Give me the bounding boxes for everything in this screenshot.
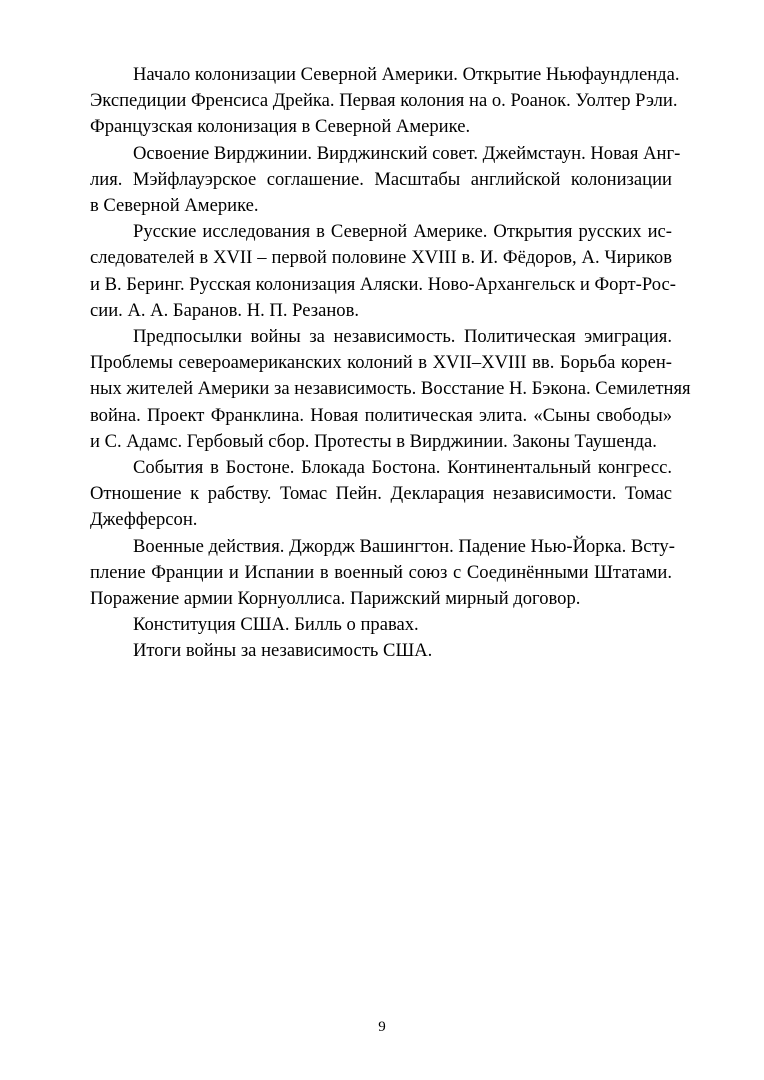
text-line: и С. Адамс. Гербовый сбор. Протесты в Вирджинии. Законы Таушенда.: [90, 430, 657, 452]
paragraph-virginia: [90, 141, 681, 220]
text-line: лия. Мэйфлауэрское соглашение. Масштабы английской колонизации: [90, 168, 672, 190]
text-line: ных жителей Америки за независимость. Восстание Н. Бэкона. Семилетняя: [90, 378, 691, 400]
paragraph-war-results: [90, 638, 672, 664]
text-line: Итоги войны за независимость США.: [133, 640, 433, 662]
text-line: Военные действия. Джордж Вашингтон. Падение Нью-Йорка. Всту-: [133, 535, 675, 557]
paragraph-military-actions: [90, 534, 675, 613]
text-line: Конституция США. Билль о правах.: [133, 614, 419, 636]
paragraph-boston-events: [90, 455, 672, 534]
text-line: и В. Беринг. Русская колонизация Аляски. Ново-Архангельск и Форт-Рос-: [90, 273, 676, 295]
page-number: 9: [378, 1019, 386, 1035]
text-line: Поражение армии Корнуоллиса. Парижский мирный договор.: [90, 588, 581, 610]
paragraph-colonization-start: [90, 62, 680, 141]
paragraph-constitution: [90, 612, 672, 638]
text-line: пление Франции и Испании в военный союз с Соединёнными Штатами.: [90, 561, 672, 583]
text-line: Отношение к рабству. Томас Пейн. Декларация независимости. Томас: [90, 483, 672, 505]
text-line: Освоение Вирджинии. Вирджинский совет. Джеймстаун. Новая Анг-: [133, 142, 681, 164]
text-line: Предпосылки войны за независимость. Политическая эмиграция.: [133, 326, 672, 348]
text-line: События в Бостоне. Блокада Бостона. Континентальный конгресс.: [133, 457, 672, 479]
text-line: Проблемы североамериканских колоний в XVII–XVIII вв. Борьба корен-: [90, 352, 672, 374]
text-line: Джефферсон.: [90, 509, 198, 531]
text-line: сии. А. А. Баранов. Н. П. Резанов.: [90, 299, 360, 321]
text-line: Начало колонизации Северной Америки. Открытие Ньюфаундленда.: [133, 64, 680, 85]
paragraph-russian-exploration: [90, 219, 676, 324]
text-line: война. Проект Франклина. Новая политическая элита. «Сыны свободы»: [90, 404, 672, 426]
text-line: Французская колонизация в Северной Америке.: [90, 116, 471, 138]
text-line: следователей в XVII – первой половине XVIII в. И. Фёдоров, А. Чириков: [90, 247, 672, 269]
body-text: [90, 62, 691, 665]
text-line: в Северной Америке.: [90, 195, 259, 217]
paragraph-war-prerequisites: [90, 324, 691, 455]
text-line: Русские исследования в Северной Америке. Открытия русских ис-: [133, 221, 672, 243]
text-line: Экспедиции Френсиса Дрейка. Первая колония на о. Роанок. Уолтер Рэли.: [90, 90, 678, 112]
